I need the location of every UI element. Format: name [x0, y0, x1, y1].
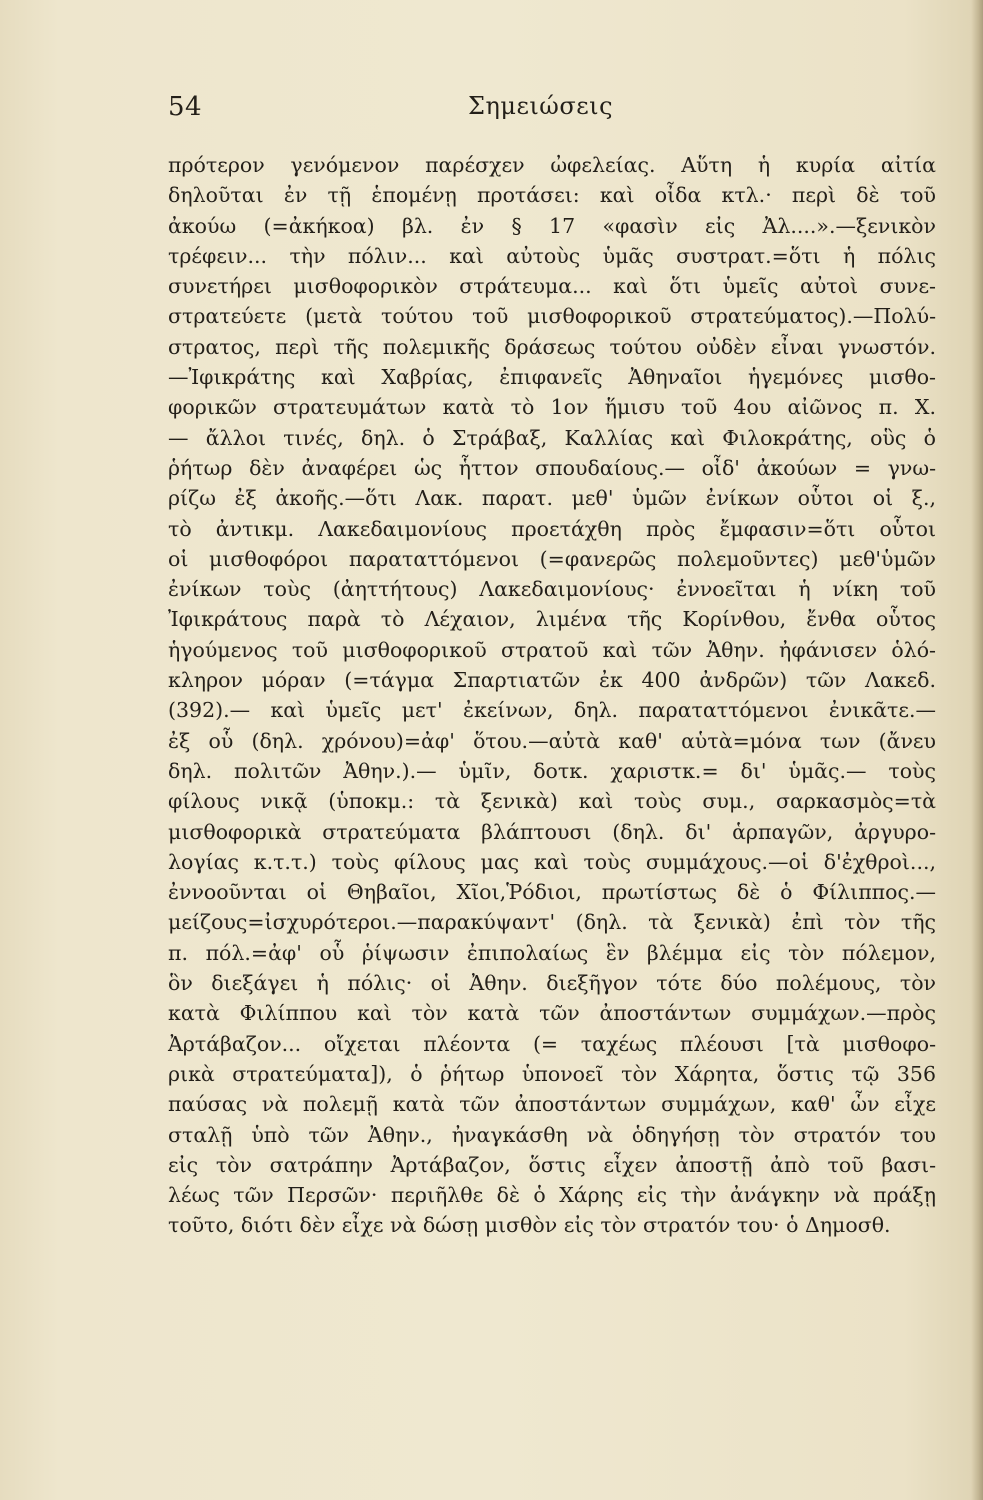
text-line: ἐνίκων τοὺς (ἀηττήτους) Λακεδαιμονίους· ἐννοεῖται ἡ νίκη τοῦ	[168, 577, 936, 602]
text-line: μισθοφορικὰ στρατεύματα βλάπτουσι (δηλ. δι' ἁρπαγῶν, ἀργυρο-	[168, 819, 936, 844]
text-line: στρατεύετε (μετὰ τούτου τοῦ μισθοφορικοῦ στρατεύματος).—Πολύ-	[168, 304, 936, 329]
page-number: 54	[168, 92, 203, 122]
text-line: μείζους=ἰσχυρότεροι.—παρακύψαντ' (δηλ. τὰ ξενικὰ) ἐπὶ τὸν τῆς	[168, 910, 936, 935]
text-line: στρατος, περὶ τῆς πολεμικῆς δράσεως τούτου οὐδὲν εἶναι γνωστόν.	[168, 334, 936, 359]
text-line: Ἰφικράτους παρὰ τὸ Λέχαιον, λιμένα τῆς Κορίνθου, ἔνθα οὗτος	[168, 607, 936, 632]
text-line: λέως τῶν Περσῶν· περιῆλθε δὲ ὁ Χάρης εἰς τὴν ἀνάγκην νὰ πράξῃ	[168, 1183, 936, 1208]
text-line: ρίζω ἐξ ἀκοῆς.—ὅτι Λακ. παρατ. μεθ' ὑμῶν ἐνίκων οὗτοι οἱ ξ.,	[168, 486, 936, 511]
text-line: (392).— καὶ ὑμεῖς μετ' ἐκείνων, δηλ. παραταττόμενοι ἐνικᾶτε.—	[168, 698, 936, 723]
text-line: συνετήρει μισθοφορικὸν στράτευμα... καὶ ὅτι ὑμεῖς αὐτοὶ συνε-	[168, 274, 936, 299]
page-header	[168, 92, 928, 132]
body-text	[168, 150, 936, 1241]
text-line: κληρον μόραν (=τάγμα Σπαρτιατῶν ἐκ 400 ἀνδρῶν) τῶν Λακεδ.	[168, 668, 936, 693]
text-line: δηλ. πολιτῶν Ἀθην.).— ὑμῖν, δοτκ. χαριστκ.= δι' ὑμᾶς.— τοὺς	[168, 758, 936, 783]
text-line: σταλῇ ὑπὸ τῶν Ἀθην., ἠναγκάσθη νὰ ὁδηγήσῃ τὸν στρατόν του	[168, 1122, 936, 1147]
text-line: Ἀρτάβαζον... οἴχεται πλέοντα (= ταχέως πλέουσι [τὰ μισθοφο-	[168, 1031, 936, 1056]
text-line: εἰς τὸν σατράπην Ἀρτάβαζον, ὅστις εἶχεν ἀποστῇ ἀπὸ τοῦ βασι-	[168, 1152, 936, 1177]
text-line: φορικῶν στρατευμάτων κατὰ τὸ 1ον ἥμισυ τοῦ 4ου αἰῶνος π. Χ.	[168, 395, 936, 420]
text-line: πρότερον γενόμενον παρέσχεν ὠφελείας. Αὕτη ἡ κυρία αἰτία	[168, 153, 936, 177]
text-line: ἐξ οὗ (δηλ. χρόνου)=ἀφ' ὅτου.—αὐτὰ καθ' αὑτὰ=μόνα των (ἄνευ	[168, 728, 936, 753]
text-line: τὸ ἀντικμ. Λακεδαιμονίους προετάχθη πρὸς ἔμφασιν=ὅτι οὗτοι	[168, 516, 936, 541]
text-line: ἐννοοῦνται οἱ Θηβαῖοι, Χῖοι,Ῥόδιοι, πρωτίστως δὲ ὁ Φίλιππος.—	[168, 880, 936, 905]
text-line: τοῦτο, διότι δὲν εἶχε νὰ δώσῃ μισθὸν εἰς τὸν στρατόν του· ὁ Δημοσθ.	[168, 1213, 891, 1238]
text-line: π. πόλ.=ἀφ' οὗ ῥίψωσιν ἐπιπολαίως ἓν βλέμμα εἰς τὸν πόλεμον,	[168, 940, 936, 965]
text-line: ῥήτωρ δὲν ἀναφέρει ὡς ἧττον σπουδαίους.— οἶδ' ἀκούων = γνω-	[168, 455, 936, 480]
text-line: ἡγούμενος τοῦ μισθοφορικοῦ στρατοῦ καὶ τῶν Ἀθην. ἠφάνισεν ὁλό-	[168, 637, 936, 662]
text-line: παύσας νὰ πολεμῇ κατὰ τῶν ἀποστάντων συμμάχων, καθ' ὧν εἶχε	[168, 1092, 936, 1117]
text-line: — ἄλλοι τινές, δηλ. ὁ Στράβαξ, Καλλίας καὶ Φιλοκράτης, οὓς ὁ	[168, 425, 936, 450]
running-head: Σημειώσεις	[468, 92, 614, 120]
text-line: ρικὰ στρατεύματα]), ὁ ῥήτωρ ὑπονοεῖ τὸν Χάρητα, ὅστις τῷ 356	[168, 1061, 936, 1086]
text-line: κατὰ Φιλίππου καὶ τὸν κατὰ τῶν ἀποστάντων συμμάχων.—πρὸς	[168, 1001, 936, 1026]
text-line: —Ἰφικράτης καὶ Χαβρίας, ἐπιφανεῖς Ἀθηναῖοι ἡγεμόνες μισθο-	[168, 365, 936, 390]
text-line: ὃν διεξάγει ἡ πόλις· οἱ Ἀθην. διεξῆγον τότε δύο πολέμους, τὸν	[168, 971, 936, 996]
text-line: ἀκούω (=ἀκήκοα) βλ. ἐν § 17 «φασὶν εἰς Ἀλ....».—ξενικὸν	[168, 213, 936, 238]
text-line: λογίας κ.τ.τ.) τοὺς φίλους μας καὶ τοὺς συμμάχους.—οἱ δ'ἐχθροὶ...,	[168, 849, 936, 874]
text-line: φίλους νικᾷ (ὑποκμ.: τὰ ξενικὰ) καὶ τοὺς συμ., σαρκασμὸς=τὰ	[168, 789, 936, 814]
page-edge-shadow	[971, 0, 983, 1500]
text-line: τρέφειν... τὴν πόλιν... καὶ αὐτοὺς ὑμᾶς συστρατ.=ὅτι ἡ πόλις	[168, 243, 936, 268]
text-line: δηλοῦται ἐν τῇ ἑπομένῃ προτάσει: καὶ οἶδα κτλ.· περὶ δὲ τοῦ	[168, 183, 936, 208]
text-line: οἱ μισθοφόροι παραταττόμενοι (=φανερῶς πολεμοῦντες) μεθ'ὑμῶν	[168, 546, 936, 571]
